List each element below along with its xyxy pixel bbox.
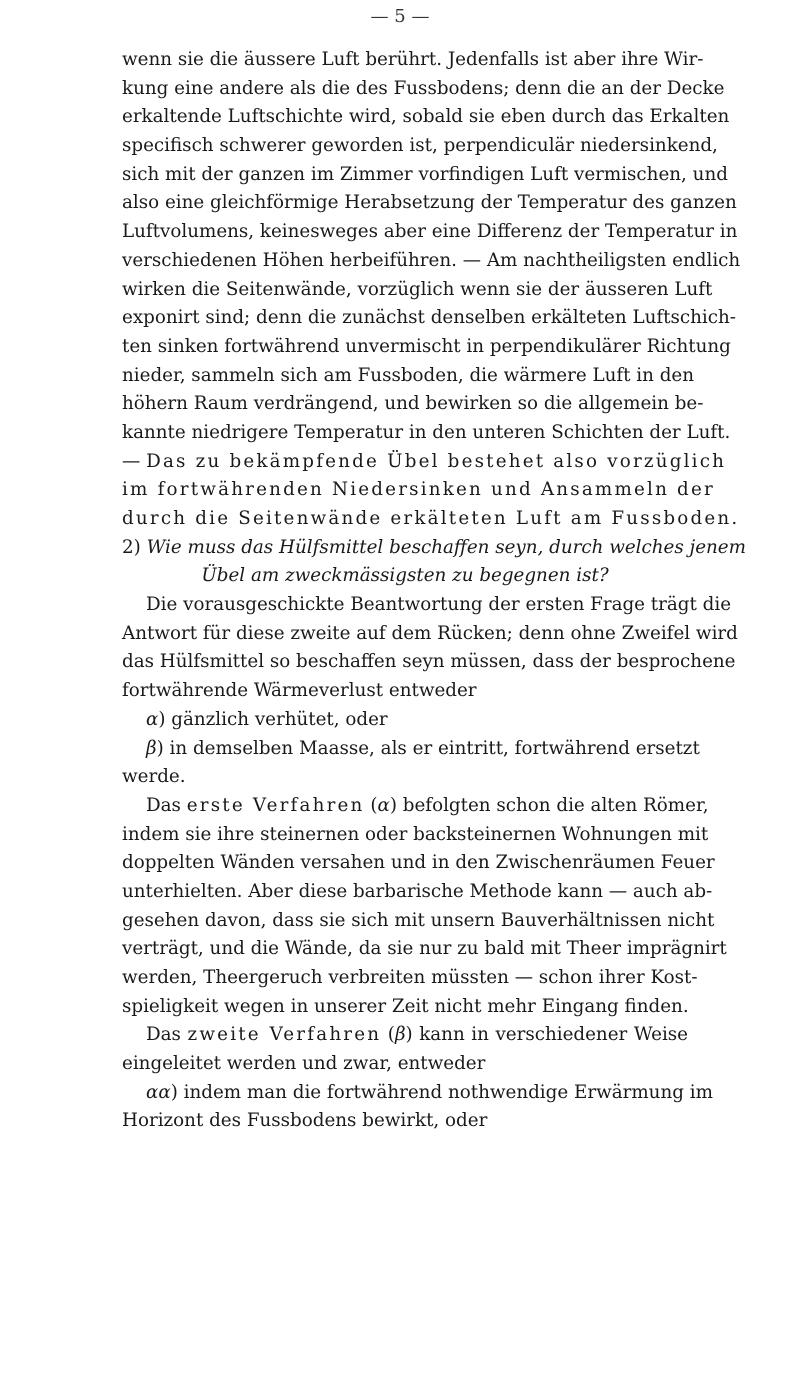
text-span: ) in demselben Maasse, als er eintritt, fortwährend ersetzt — [156, 737, 700, 759]
text-span: höhern Raum verdrängend, und bewirken so die allgemein be- — [122, 393, 704, 415]
text-span: kannte niedrigere Temperatur in den unteren Schichten der Luft. — [122, 421, 731, 443]
text-span: wirken die Seitenwände, vorzüglich wenn sie der äusseren Luft — [122, 278, 713, 300]
text-span: verschiedenen Höhen herbeiführen. — Am nachtheiligsten endlich — [122, 249, 741, 271]
text-line — [122, 849, 715, 878]
text-line — [122, 448, 727, 477]
text-line — [122, 534, 746, 563]
text-span: ) kann in verschiedener Weise — [405, 1024, 688, 1046]
text-span: Übel am zweckmässigsten zu begegnen ist? — [201, 565, 609, 587]
text-span: 2) — [122, 536, 147, 558]
text-line — [122, 132, 718, 161]
text-line — [122, 763, 688, 792]
text-line — [122, 1107, 688, 1136]
text-span: Das zu bekämpfende Übel bestehet also vorzüglich — [146, 450, 727, 472]
text-span: erkaltende Luftschichte wird, sobald sie eben durch das Erkalten — [122, 106, 730, 128]
text-span: Das — [146, 1024, 188, 1046]
text-line — [122, 189, 737, 218]
text-line — [122, 1021, 688, 1050]
text-line — [122, 103, 730, 132]
text-line — [122, 1079, 713, 1108]
text-span: ) indem man die fortwährend nothwendige Erwärmung im — [170, 1081, 713, 1103]
text-line — [122, 907, 715, 936]
text-span: gesehen davon, dass sie sich mit unsern Bauverhältnissen nicht — [122, 909, 715, 931]
text-span: wenn sie die äussere Luft berührt. Jedenfalls ist aber ihre Wir- — [122, 49, 704, 70]
text-line — [122, 505, 740, 534]
text-line — [122, 476, 715, 505]
text-span: eingeleitet werden und zwar, entweder — [122, 1053, 486, 1075]
text-span: Das — [146, 794, 187, 816]
text-span: ( — [381, 1024, 395, 1046]
text-line — [122, 935, 727, 964]
text-line — [122, 75, 725, 104]
text-span: doppelten Wänden versahen und in den Zwischenräumen Feuer — [122, 852, 715, 874]
text-span: αα — [146, 1081, 171, 1103]
text-span: β — [394, 1024, 406, 1046]
text-span: fortwährende Wärmeverlust entweder — [122, 680, 477, 702]
text-line — [122, 648, 736, 677]
text-line — [122, 304, 736, 333]
text-span: ) gänzlich verhütet, oder — [158, 708, 388, 730]
text-line — [122, 46, 704, 75]
text-span: Wie muss das Hülfsmittel beschaffen seyn, durch welches jenem — [146, 536, 746, 558]
text-line — [122, 993, 688, 1022]
text-span: ( — [364, 794, 378, 816]
text-span: also eine gleichförmige Herabsetzung der Temperatur des ganzen — [122, 192, 737, 214]
text-line — [122, 247, 741, 276]
text-span: exponirt sind; denn die zunächst denselben erkälteten Luftschich- — [122, 307, 736, 329]
text-line — [122, 792, 709, 821]
text-line — [122, 706, 688, 735]
text-span: specifisch schwerer geworden ist, perpendiculär niedersinkend, — [122, 135, 718, 157]
text-span: im fortwährenden Niedersinken und Ansammeln der — [122, 479, 715, 501]
text-line — [122, 276, 713, 305]
text-line — [122, 620, 738, 649]
text-span: spieligkeit wegen in unserer Zeit nicht mehr Eingang finden. — [122, 995, 689, 1017]
text-span: durch die Seitenwände erkälteten Luft am Fussboden. — [122, 508, 740, 529]
text-span: kung eine andere als die des Fussbodens; denn die an der Decke — [122, 77, 725, 99]
text-line — [122, 878, 713, 907]
text-line — [122, 562, 688, 591]
text-span: α — [146, 708, 159, 730]
text-line — [122, 333, 731, 362]
text-span: werden, Theergeruch verbreiten müssten — schon ihrer Kost- — [122, 967, 698, 988]
text-span: indem sie ihre steinernen oder backsteinernen Wohnungen mit — [122, 823, 709, 845]
text-span: sich mit der ganzen im Zimmer vorfindigen Luft vermischen, und — [122, 163, 728, 185]
text-span: β — [146, 737, 157, 759]
text-span: werde. — [122, 766, 186, 788]
text-span: Die vorausgeschickte Beantwortung der ersten Frage trägt die — [146, 594, 732, 616]
text-span: — — [122, 450, 147, 472]
text-span: zweite Verfahren — [187, 1024, 382, 1046]
text-span: unterhielten. Aber diese barbarische Methode kann — auch ab- — [122, 880, 713, 902]
text-span: Antwort für diese zweite auf dem Rücken; denn ohne Zweifel wird — [122, 622, 738, 644]
page-number: — 5 — — [370, 6, 430, 27]
text-line — [122, 591, 732, 620]
text-line — [122, 218, 738, 247]
text-span: das Hülfsmittel so beschaffen seyn müssen, dass der besprochene — [122, 651, 736, 673]
text-span: nieder, sammeln sich am Fussboden, die wärmere Luft in den — [122, 364, 695, 386]
text-line — [122, 735, 700, 764]
text-span: verträgt, und die Wände, da sie nur zu bald mit Theer imprägnirt — [122, 938, 727, 960]
text-span: Horizont des Fussbodens bewirkt, oder — [122, 1110, 488, 1132]
text-span: ) befolgten schon die alten Römer, — [389, 794, 709, 816]
text-line — [122, 964, 698, 993]
text-line — [122, 390, 704, 419]
body-text — [122, 46, 746, 1136]
text-line — [122, 821, 709, 850]
text-span: ten sinken fortwährend unvermischt in perpendikulärer Richtung — [122, 335, 731, 357]
text-line — [122, 419, 731, 448]
text-line — [122, 161, 728, 190]
text-span: erste Verfahren — [186, 794, 365, 816]
text-line — [122, 1050, 688, 1079]
text-line — [122, 677, 688, 706]
text-span: Luftvolumens, keinesweges aber eine Differenz der Temperatur in — [122, 221, 738, 243]
text-span: α — [377, 794, 390, 816]
text-line — [122, 362, 695, 391]
